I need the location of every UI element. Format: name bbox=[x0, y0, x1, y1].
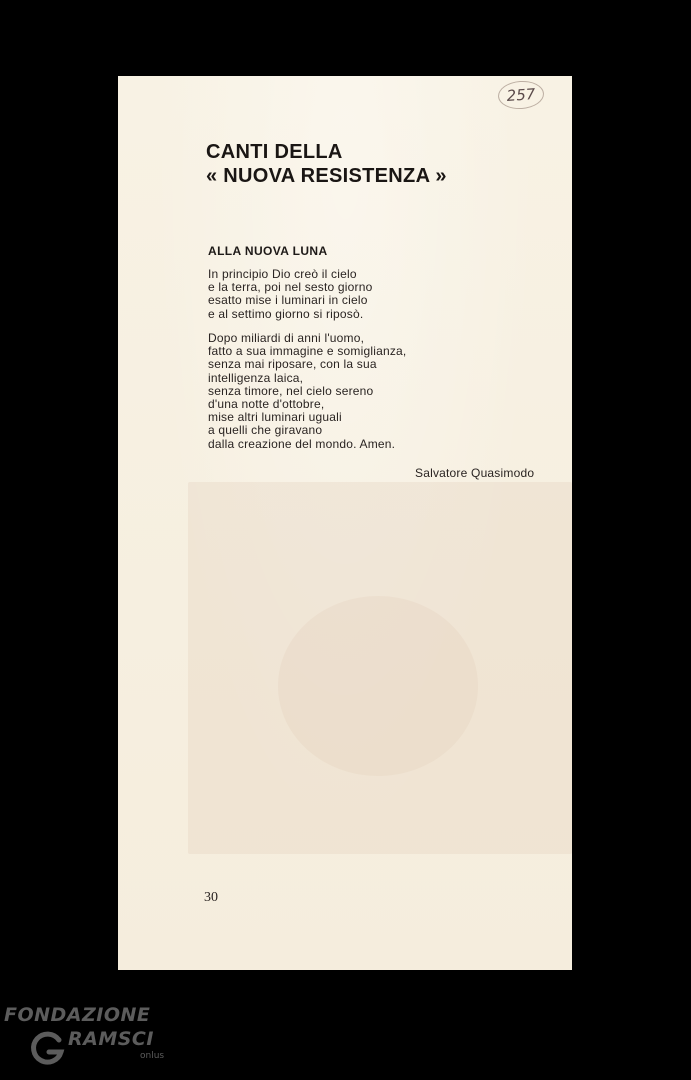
poem-line: esatto mise i luminari in cielo bbox=[208, 293, 368, 308]
poem-line: senza mai riposare, con la sua bbox=[208, 357, 377, 372]
poem-line: Dopo miliardi di anni l'uomo, bbox=[208, 331, 365, 345]
poem-line: e la terra, poi nel sesto giorno bbox=[208, 280, 373, 295]
poem-line: senza timore, nel cielo sereno bbox=[208, 383, 374, 398]
logo-text-line1: FONDAZIONE bbox=[4, 1004, 151, 1026]
poem-line: mise altri luminari uguali bbox=[208, 410, 342, 425]
title-line: « NUOVA RESISTENZA » bbox=[206, 165, 447, 187]
fondazione-gramsci-logo bbox=[2, 1004, 172, 1074]
poem-line: intelligenza laica, bbox=[208, 370, 304, 385]
archive-number-stamp: 257 bbox=[497, 79, 545, 110]
document-page bbox=[118, 76, 572, 970]
poem-line: dalla creazione del mondo. Amen. bbox=[208, 436, 396, 451]
logo-g-mark-icon bbox=[28, 1030, 66, 1068]
poem-line: a quelli che giravano bbox=[208, 423, 323, 438]
poem-line: fatto a sua immagine e somiglianza, bbox=[208, 344, 407, 359]
poem-stanza-1 bbox=[208, 268, 373, 321]
logo-text-line3: onlus bbox=[140, 1051, 165, 1061]
poem-line: In principio Dio creò il cielo bbox=[208, 267, 357, 281]
poem-stanza-2 bbox=[208, 332, 406, 451]
poem-line: d'una notte d'ottobre, bbox=[208, 397, 325, 412]
title-line: CANTI DELLA bbox=[206, 141, 343, 163]
page-number: 30 bbox=[204, 890, 218, 905]
poem-title: ALLA NUOVA LUNA bbox=[208, 244, 328, 258]
poem-line: e al settimo giorno si riposò. bbox=[208, 306, 364, 321]
logo-text-line2: RAMSCI bbox=[68, 1028, 154, 1050]
page-title bbox=[206, 140, 447, 188]
faded-illustration-shape bbox=[278, 596, 478, 776]
poem-author: Salvatore Quasimodo bbox=[415, 466, 535, 480]
